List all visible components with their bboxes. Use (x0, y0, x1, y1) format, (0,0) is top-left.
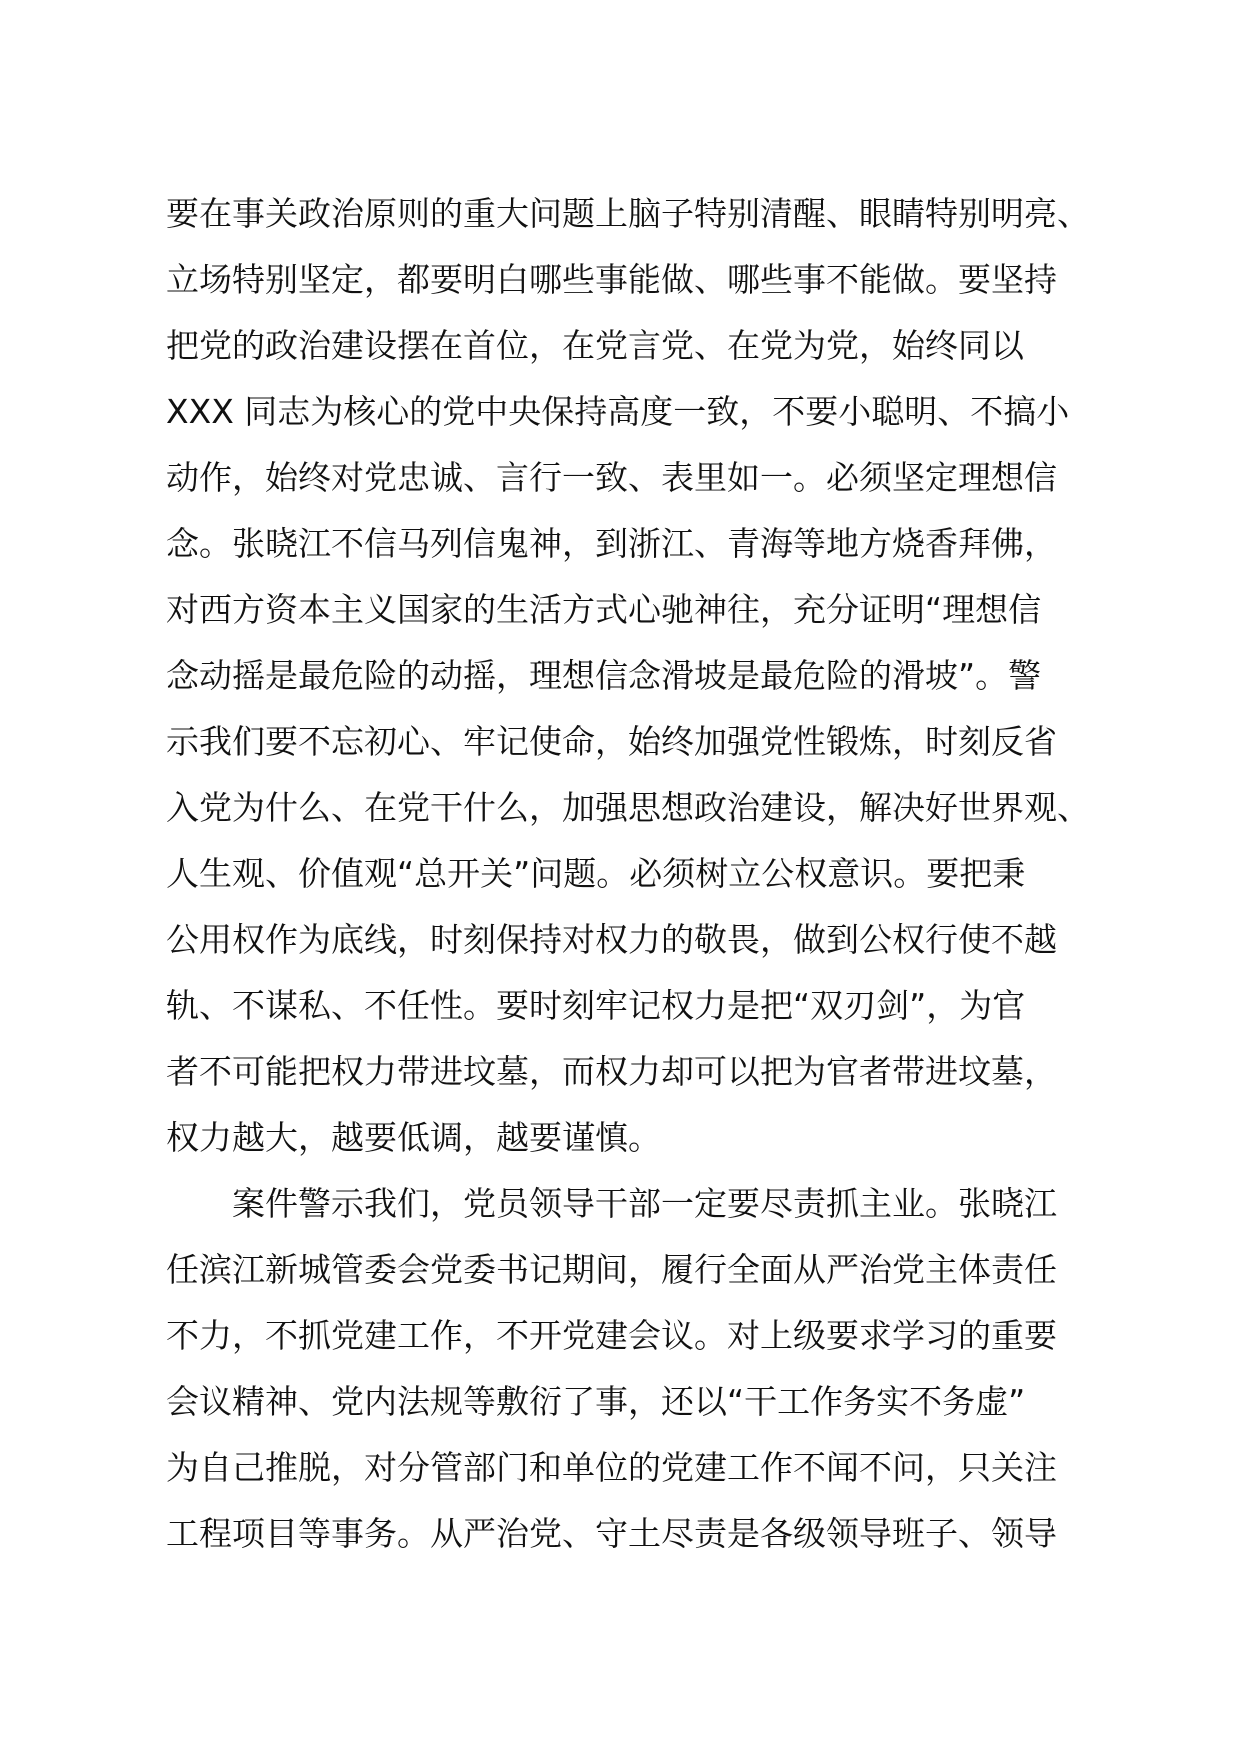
text-line: 动作，始终对党忠诚、言行一致、表里如一。必须坚定理想信 (166, 458, 1057, 497)
text-line: 把党的政治建设摆在首位，在党言党、在党为党，始终同以 (166, 326, 1024, 365)
text-line: 公用权作为底线，时刻保持对权力的敬畏，做到公权行使不越 (166, 920, 1057, 959)
text-line: 会议精神、党内法规等敷衍了事，还以“干工作务实不务虚” (166, 1382, 1026, 1421)
body-text (166, 181, 1096, 1567)
text-line: 要在事关政治原则的重大问题上脑子特别清醒、眼睛特别明亮、 (166, 194, 1090, 233)
text-line: 念动摇是最危险的动摇，理想信念滑坡是最危险的滑坡”。警 (166, 656, 1042, 695)
paragraph-start-line: 案件警示我们，党员领导干部一定要尽责抓主业。张晓江 (232, 1184, 1057, 1223)
text-line: 为自己推脱，对分管部门和单位的党建工作不闻不问，只关注 (166, 1448, 1057, 1487)
text-line: XXX 同志为核心的党中央保持高度一致，不要小聪明、不搞小 (166, 392, 1070, 431)
text-line: 念。张晓江不信马列信鬼神，到浙江、青海等地方烧香拜佛， (166, 524, 1057, 563)
text-line: 人生观、价值观“总开关”问题。必须树立公权意识。要把秉 (166, 854, 1026, 893)
text-line: 不力，不抓党建工作，不开党建会议。对上级要求学习的重要 (166, 1316, 1057, 1355)
text-line: 轨、不谋私、不任性。要时刻牢记权力是把“双刃剑”，为官 (166, 986, 1026, 1025)
text-line: 立场特别坚定，都要明白哪些事能做、哪些事不能做。要坚持 (166, 260, 1057, 299)
text-line: 工程项目等事务。从严治党、守土尽责是各级领导班子、领导 (166, 1514, 1057, 1553)
text-line: 对西方资本主义国家的生活方式心驰神往，充分证明“理想信 (166, 590, 1042, 629)
text-line: 者不可能把权力带进坟墓，而权力却可以把为官者带进坟墓， (166, 1052, 1057, 1091)
text-line: 示我们要不忘初心、牢记使命，始终加强党性锻炼，时刻反省 (166, 722, 1057, 761)
text-line: 入党为什么、在党干什么，加强思想政治建设，解决好世界观、 (166, 788, 1090, 827)
text-line: 任滨江新城管委会党委书记期间，履行全面从严治党主体责任 (166, 1250, 1057, 1289)
text-line: 权力越大，越要低调，越要谨慎。 (166, 1118, 661, 1157)
